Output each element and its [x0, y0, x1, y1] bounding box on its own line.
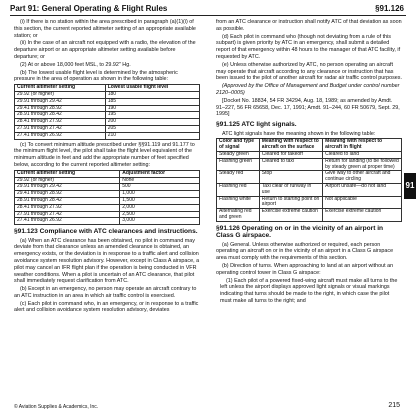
table-cell: Return to starting point on airport [259, 196, 322, 209]
table-row [217, 196, 402, 209]
table-row [15, 204, 200, 211]
table-cell: 28.91 through 28.42 [15, 197, 120, 204]
table-cell: 28.41 through 27.92 [15, 204, 120, 211]
table-cell: 185 [105, 98, 199, 105]
paragraph: (d) Each pilot in command who (though not deviating from a rule of this subpart) is given priority by ATC in an emergency, shall submit a detailed report of that emergency within 48 hours to the manager of that ATC facility, if requested by ATC. [216, 33, 401, 60]
part-title: Part 91: General Operating & Flight Rules [10, 4, 168, 13]
table-header: Meaning with respect to aircraft in flight [323, 139, 402, 152]
omb-approval: (Approved by the Office of Management and Budget under control number 2120–0005) [216, 83, 400, 96]
table-row [15, 218, 200, 225]
table-cell: 27.41 through 26.92 [15, 218, 120, 225]
section-heading-91-126: §91.126 Operating on or in the vicinity of an airport in Class G airspace. [216, 224, 384, 240]
paragraph: (1) Each pilot of a powered fixed-wing aircraft must make all turns to the left unless the airport displays approved light signals or visual markings indicating that turns should be made to the right, in which case the pilot must make all turns to the right; and [220, 277, 398, 304]
table-cell: Steady red [217, 171, 260, 184]
paragraph: from an ATC clearance or instruction shall notify ATC of that deviation as soon as possible. [216, 19, 402, 32]
paragraph: (ii) In the case of an aircraft not equipped with a radio, the elevation of the departure airport or an appropriate altimeter setting available before departure; or [14, 40, 196, 60]
table-cell: 29.91 through 29.42 [15, 184, 120, 191]
table-cell: Flashing red [217, 183, 260, 196]
left-column [14, 19, 200, 315]
table-cell: Steady green [217, 151, 260, 158]
flight-level-table [14, 84, 200, 139]
table-cell: Cleared to taxi [259, 158, 322, 171]
table-cell: Cleared for takeoff [259, 151, 322, 158]
page-footer [14, 404, 410, 411]
table-cell: 2,500 [120, 211, 200, 218]
table-cell: 3,000 [120, 218, 200, 225]
docket-citation: [Docket No. 18834, 54 FR 34294, Aug. 18, 1989; as amended by Amdt. 91–227, 56 FR 65658, Dec. 17, 1991; Amdt. 91–244, 60 FR 50679, Sept. 29, 1995] [216, 97, 400, 118]
table-header: Lowest usable flight level [105, 85, 199, 92]
table-cell: Not applicable [323, 196, 402, 209]
section-heading-91-125: §91.125 ATC light signals. [216, 121, 297, 129]
table-header: Meaning with respect to aircraft on the surface [259, 139, 322, 152]
table-cell: Flashing green [217, 158, 260, 171]
table-cell: 190 [105, 105, 199, 112]
table-header: Color and type of signal [217, 139, 260, 152]
table-header: Adjustment factor [120, 170, 200, 177]
paragraph: (c) To convert minimum altitude prescribed under §§91.119 and 91.177 to the minimum flight level, the pilot shall take the flight level equivalent of the minimum altitude in feet and add the appropriate number of feet specified below, according to the current reported altimeter setting: [14, 141, 195, 168]
table-cell: 27.91 through 27.42 [15, 125, 106, 132]
table-header: Current altimeter setting [15, 85, 106, 92]
paragraph: (a) General. Unless otherwise authorized or required, each person operating an aircraft on or in the vicinity of an airport in a Class G airspace area must comply with the requirements of this section. [216, 241, 394, 262]
table-cell: Return for landing (to be followed by steady green at proper time) [323, 158, 402, 171]
table-cell: 210 [105, 132, 199, 139]
table-cell: 28.91 through 28.42 [15, 112, 106, 119]
table-cell: 29.41 through 28.92 [15, 191, 120, 198]
copyright: © Aviation Supplies & Academics, Inc. [14, 404, 99, 410]
paragraph: (2) At or above 18,000 feet MSL, to 29.92" Hg. [20, 61, 131, 68]
table-cell: None [120, 177, 200, 184]
paragraph: (c) Each pilot in command who, in an emergency, or in response to a traffic alert and collision avoidance system resolution advisory, deviates [14, 300, 199, 314]
table-cell: 180 [105, 91, 199, 98]
adjustment-table [14, 170, 200, 225]
section-ref: §91.126 [375, 4, 404, 13]
table-cell: 1,000 [120, 191, 200, 198]
paragraph: (b) The lowest usable flight level is determined by the atmospheric pressure in the area of operation as shown in the following table: [14, 69, 178, 83]
page-header [10, 2, 406, 16]
table-row [217, 209, 402, 222]
table-cell: Taxi clear of runway in use [259, 183, 322, 196]
table-cell: 27.41 through 26.92 [15, 132, 106, 139]
table-cell: 205 [105, 125, 199, 132]
paragraph: (b) Direction of turns. When approaching to land at an airport without an operating control tower in Class G airspace: [216, 262, 394, 276]
table-cell: 195 [105, 112, 199, 119]
table-row [217, 183, 402, 196]
table-header: Current altimeter setting [15, 170, 120, 177]
table-cell: Exercise extreme caution [259, 209, 322, 222]
table-cell: Cleared to land [323, 151, 402, 158]
right-column [216, 19, 402, 306]
paragraph: (b) Except in an emergency, no person may operate an aircraft contrary to an ATC instruction in an area in which air traffic control is exercised. [14, 286, 197, 299]
table-cell: Give way to other aircraft and continue circling [323, 171, 402, 184]
table-cell: 200 [105, 119, 199, 126]
page-number: 215 [388, 402, 400, 409]
table-cell: 28.41 through 27.92 [15, 119, 106, 126]
paragraph: (e) Unless otherwise authorized by ATC, no person operating an aircraft may operate that aircraft according to any clearance or instruction that has been issued to the pilot of another aircraft for radar air traffic control purposes. [216, 61, 402, 82]
paragraph: (i) If there is no station within the area prescribed in paragraph (a)(1)(i) of this section, the current reported altimeter setting of an appropriate available station; or [14, 19, 196, 39]
table-cell: Exercise extreme caution [323, 209, 402, 222]
table-cell: Alternating red and green [217, 209, 260, 222]
table-row [217, 158, 402, 171]
table-cell: 1,500 [120, 197, 200, 204]
table-cell: 29.91 through 29.42 [15, 98, 106, 105]
paragraph: (a) When an ATC clearance has been obtained, no pilot in command may deviate from that clearance unless an amended clearance is obtained, an emergency exists, or the deviation is in response to a traffic alert and collision avoidance system resolution advisory. However, except in Class A airspace, a pilot may cancel an IFR flight plan if the operation is being conducted in VFR weather conditions. When a pilot is uncertain of an ATC clearance, that pilot shall immediately request clarification from ATC. [14, 237, 200, 285]
table-cell: 29.92 (or higher) [15, 177, 120, 184]
section-heading-91-123: §91.123 Compliance with ATC clearances and instructions. [14, 228, 198, 236]
table-cell: 29.41 through 28.92 [15, 105, 106, 112]
table-cell: Flashing white [217, 196, 260, 209]
table-cell: 27.91 through 27.42 [15, 211, 120, 218]
part-tab-marker: 91 [404, 173, 416, 199]
table-cell: 500 [120, 184, 200, 191]
table-row [15, 132, 200, 139]
table-cell: Airport unsafe—do not land [323, 183, 402, 196]
table-row [217, 171, 402, 184]
table-cell: 29.92 (or higher) [15, 91, 106, 98]
table-cell: Stop [259, 171, 322, 184]
light-signals-table [216, 138, 402, 221]
paragraph: ATC light signals have the meaning shown in the following table: [222, 130, 376, 137]
table-cell: 2,000 [120, 204, 200, 211]
